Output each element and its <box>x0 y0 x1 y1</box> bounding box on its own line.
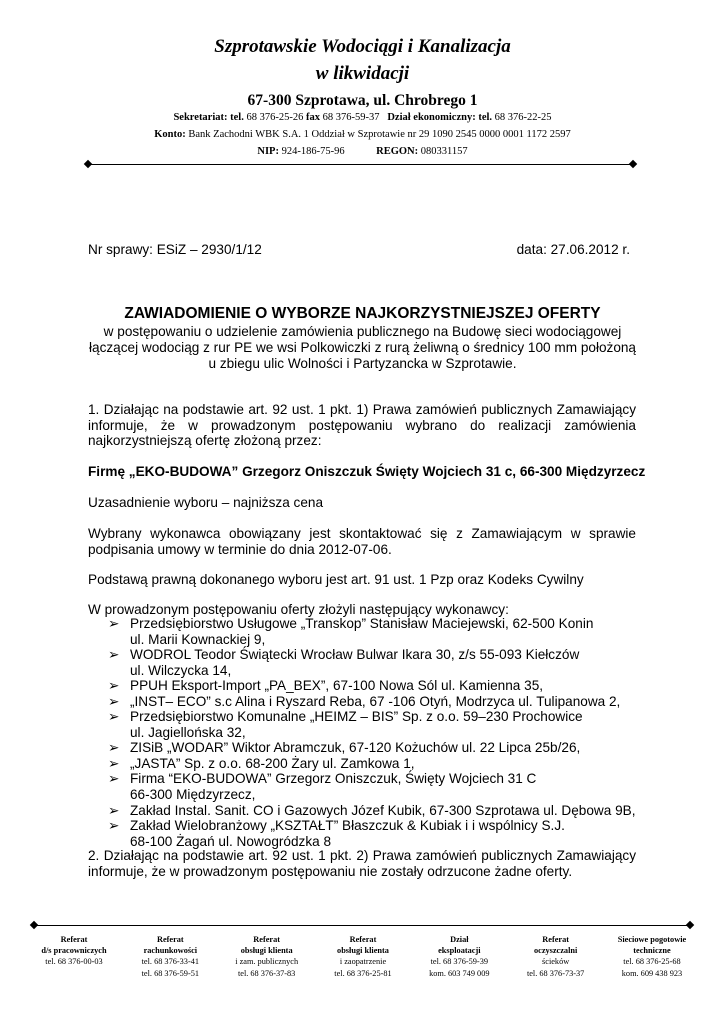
footer-department <box>221 934 313 979</box>
bidder-line-1: „INST– ECO” s.c Alina i Ryszard Reba, 67 -106 Otyń, Modrzyca ul. Tulipanowa 2, <box>130 693 621 709</box>
arrow-bullet-icon: ➢ <box>108 755 120 771</box>
footer-title2: rachunkowości <box>143 946 198 956</box>
arrow-bullet-icon: ➢ <box>108 709 120 725</box>
selected-contractor: Firmę „EKO-BUDOWA” Grzegorz Oniszczuk Święty Wojciech 31 c, 66-300 Międzyrzecz <box>88 464 646 479</box>
secretariat-label: Sekretariat: tel. <box>173 112 244 123</box>
arrow-bullet-icon: ➢ <box>108 616 120 631</box>
footer-title1: Referat <box>60 935 88 944</box>
case-number: Nr sprawy: ESiZ – 2930/1/12 <box>88 242 262 257</box>
footer-title3: tel. 68 376-59-39 <box>430 957 488 967</box>
secretariat-phone: 68 376-25-26 <box>246 112 304 123</box>
bidder-line-1: WODROL Teodor Świątecki Wrocław Bulwar Ikara 30, z/s 55-093 Kiełczów <box>130 647 580 663</box>
legal-basis: Podstawą prawną dokonanego wyboru jest art. 91 ust. 1 Pzp oraz Kodeks Cywilny <box>88 572 584 587</box>
footer-phone: kom. 609 438 923 <box>621 968 683 978</box>
footer-title2: techniczne <box>633 946 671 956</box>
footer-title3: ścieków <box>542 957 570 967</box>
bidder-item <box>108 771 648 802</box>
bidders-intro: W prowadzonym postępowaniu oferty złożyli następujący wykonawcy: <box>88 602 509 617</box>
point-2: 2. Działając na podstawie art. 92 ust. 1 pkt. 2) Prawa zamówień publicznych Zamawiający informuje, że w prowadzonym postępowaniu nie zostały odrzucone żadne oferty. <box>88 848 636 879</box>
arrow-bullet-icon: ➢ <box>108 771 120 787</box>
bidder-line-2: ul. Jagiellońska 32, <box>130 724 246 740</box>
arrow-bullet-icon: ➢ <box>108 693 120 709</box>
footer-department <box>413 934 505 979</box>
fax-label: fax <box>305 112 320 123</box>
footer-title3: tel. 68 376-33-41 <box>141 957 200 967</box>
bidder-item <box>108 616 648 647</box>
bidder-line-1: Przedsiębiorstwo Komunalne „HEIMZ – BIS” Sp. z o.o. 59–230 Prochowice <box>130 709 583 725</box>
footer-title1: Dział <box>450 935 469 944</box>
selection-justification: Uzasadnienie wyboru – najniższa cena <box>88 495 324 510</box>
footer-phone: tel. 68 376-25-81 <box>334 968 392 978</box>
footer-title3: tel. 68 376-25-68 <box>623 957 681 967</box>
footer-title2: d/s pracowniczych <box>41 946 107 956</box>
bidder-item <box>108 756 648 772</box>
footer-title1: Referat <box>349 935 377 944</box>
arrow-bullet-icon: ➢ <box>108 678 120 694</box>
header-rule-dot-right <box>629 160 637 168</box>
notice-subtitle-1: w postępowaniu o udzielenie zamówienia publicznego na Budowę sieci wodociągowej <box>103 324 622 339</box>
arrow-bullet-icon: ➢ <box>108 802 120 818</box>
footer-phone: tel. 68 376-59-51 <box>141 968 200 978</box>
footer-department <box>606 934 698 979</box>
bidder-line-1: Zakład Instal. Sanit. CO i Gazowych Józef Kubik, 67-300 Szprotawa ul. Dębowa 9B, <box>130 802 636 818</box>
notice-title: ZAWIADOMIENIE O WYBORZE NAJKORZYSTNIEJSZEJ OFERTY <box>124 305 601 322</box>
point-1: 1. Działając na podstawie art. 92 ust. 1 pkt. 1) Prawa zamówień publicznych Zamawiający informuje, że w prowadzonym postępowaniu wybrano do realizacji zamówienia najkorzystniejszą ofertę złożoną przez: <box>88 402 636 448</box>
footer-title1: Referat <box>542 935 569 944</box>
bidder-list <box>108 616 648 849</box>
department-footer <box>28 934 698 979</box>
bidder-line-1: Zakład Wielobranżowy „KSZTAŁT” Błaszczuk & Kubiak i i wspólnicy S.J. <box>130 818 565 834</box>
arrow-bullet-icon: ➢ <box>108 647 120 663</box>
footer-department <box>124 934 216 979</box>
bidder-line-1: ZISiB „WODAR” Wiktor Abramczuk, 67-120 Kożuchów ul. 22 Lipca 25b/26, <box>130 740 581 756</box>
bidder-line-2: ul. Wilczycka 14, <box>130 662 232 678</box>
contact-obligation: Wybrany wykonawca obowiązany jest skontaktować się z Zamawiającym w sprawie podpisania umowy w terminie do dnia 2012-07-06. <box>88 526 636 557</box>
case-date: data: 27.06.2012 r. <box>516 242 630 257</box>
contact-phones <box>0 112 725 123</box>
bidder-item <box>108 647 648 678</box>
notice-subtitle-2: łączącej wodociąg z rur PE we wsi Polkowiczki z rurą żeliwną o średnicy 100 mm położoną <box>89 340 636 355</box>
footer-rule-dot-right <box>686 921 694 929</box>
footer-phone: tel. 68 376-37-83 <box>237 968 296 978</box>
footer-rule <box>34 925 690 926</box>
footer-department <box>510 934 602 979</box>
bidder-line-2: 68-100 Żagań ul. Nowogródzka 8 <box>130 833 332 849</box>
bidder-item <box>108 803 648 819</box>
bidder-line-2: 66-300 Międzyrzecz, <box>130 787 256 803</box>
company-status: w likwidacji <box>315 63 410 84</box>
bidder-item <box>108 740 648 756</box>
bidder-item <box>108 709 648 740</box>
tax-ids <box>0 146 725 157</box>
footer-department <box>28 934 120 979</box>
footer-title2: eksploatacji <box>438 946 481 956</box>
arrow-bullet-icon: ➢ <box>108 818 120 834</box>
regon-label: REGON: <box>376 146 419 157</box>
bidder-line-1: Firma “EKO-BUDOWA” Grzegorz Oniszczuk, Święty Wojciech 31 C <box>130 771 537 787</box>
account-value: Bank Zachodni WBK S.A. 1 Oddział w Szprotawie nr 29 1090 2545 0000 0001 1172 2597 <box>188 129 571 140</box>
nip-label: NIP: <box>257 146 279 157</box>
header-rule <box>88 164 633 165</box>
bank-account <box>0 129 725 140</box>
economic-label: Dział ekonomiczny: tel. <box>387 112 493 123</box>
bidder-item <box>108 818 648 849</box>
account-label: Konto: <box>154 129 186 140</box>
footer-title2: oczyszczalni <box>533 946 578 956</box>
bidder-line-2: ul. Marii Kownackiej 9, <box>130 631 266 647</box>
footer-phone: tel. 68 376-00-03 <box>45 957 103 967</box>
nip-value: 924-186-75-96 <box>281 146 345 157</box>
bidder-item <box>108 678 648 694</box>
bidder-line-1: „JASTA” Sp. z o.o. 68-200 Żary ul. Zamkowa 1, <box>130 755 415 771</box>
company-name: Szprotawskie Wodociągi i Kanalizacja <box>214 36 511 57</box>
footer-phone: kom. 603 749 009 <box>429 968 490 978</box>
footer-phone: tel. 68 376-73-37 <box>526 968 585 978</box>
footer-title3: i zaopatrzenie <box>339 957 387 967</box>
footer-title2: obsługi klienta <box>240 946 293 956</box>
bidder-line-1: Przedsiębiorstwo Usługowe „Transkop” Stanisław Maciejewski, 62-500 Konin <box>130 616 594 631</box>
footer-title1: Sieciowe pogotowie <box>617 935 687 944</box>
bidder-item <box>108 694 648 710</box>
footer-department <box>317 934 409 979</box>
bidder-line-1: PPUH Eksport-Import „PA_BEX”, 67-100 Nowa Sól ul. Kamienna 35, <box>130 678 544 694</box>
company-address: 67-300 Szprotawa, ul. Chrobrego 1 <box>247 92 478 109</box>
footer-title3: i zam. publicznych <box>235 957 299 967</box>
arrow-bullet-icon: ➢ <box>108 740 120 756</box>
notice-subtitle-3: u zbiegu ulic Wolności i Partyzancka w Szprotawie. <box>208 356 517 371</box>
footer-title1: Referat <box>156 935 184 944</box>
economic-phone: 68 376-22-25 <box>494 112 552 123</box>
footer-title2: obsługi klienta <box>337 946 389 956</box>
fax-number: 68 376-59-37 <box>322 112 380 123</box>
regon-value: 080331157 <box>420 146 468 157</box>
footer-title1: Referat <box>253 935 281 944</box>
